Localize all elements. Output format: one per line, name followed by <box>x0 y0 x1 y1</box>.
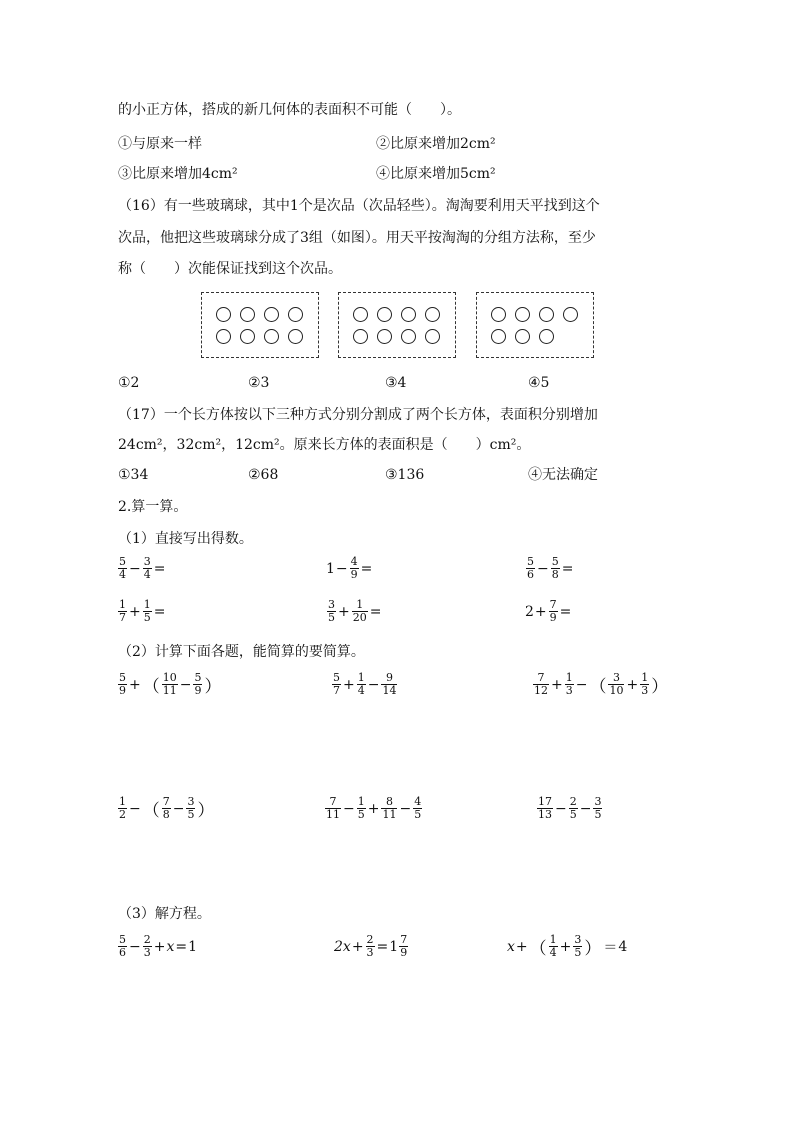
glass-ball <box>264 307 279 322</box>
equation-3: x + （ 1 4 + $\frac{3}{5}$ ） ＝ 4 <box>507 933 628 959</box>
fraction: 7 8 <box>162 795 170 821</box>
q16-option-3: ③4 <box>385 375 407 391</box>
fraction: 7 9 <box>400 933 408 959</box>
glass-ball <box>539 329 554 344</box>
glass-ball <box>425 329 440 344</box>
fraction: 3 10 <box>609 671 624 697</box>
equation-1: 5 6 − $\frac{2}{3}$ + x = 1 <box>119 933 198 959</box>
fraction: 1 4 <box>549 933 557 959</box>
glass-ball <box>264 329 279 344</box>
part-2-heading: （2）计算下面各题，能简算的要简算。 <box>118 644 365 660</box>
part-3-heading: （3）解方程。 <box>118 906 211 922</box>
calc-1-2: 1 − $\frac{4}{9}$ = <box>326 555 373 581</box>
q16-option-1: ①2 <box>118 375 140 391</box>
fraction: $\frac{1}{20}$ <box>352 598 367 624</box>
glass-ball <box>377 329 392 344</box>
calc-2-5: 7 11 − $\frac{1}{5}$ + $\frac{8}{11}$ − $\frac{4}{5}$ <box>326 795 422 821</box>
q15-option-3: ③比原来增加4cm² <box>118 166 238 182</box>
glass-ball <box>491 307 506 322</box>
fraction: $\frac{2}{5}$ <box>569 795 577 821</box>
q15-option-2: ②比原来增加2cm² <box>376 136 496 152</box>
glass-ball <box>563 307 578 322</box>
fraction: $\frac{5}{8}$ <box>551 555 559 581</box>
fraction: $\frac{3}{4}$ <box>143 555 151 581</box>
glass-ball <box>353 329 368 344</box>
glass-ball <box>515 307 530 322</box>
calc-2-1: 5 9 + （ 10 11 − $\frac{5}{9}$ ） <box>119 671 222 697</box>
calc-1-3: 5 6 − $\frac{5}{8}$ = <box>527 555 574 581</box>
fraction: $\frac{1}{4}$ <box>357 671 365 697</box>
fraction: $\frac{1}{5}$ <box>357 795 365 821</box>
fraction: $\frac{2}{3}$ <box>143 933 151 959</box>
ball-group-3 <box>476 292 594 358</box>
ball-group-2 <box>338 292 456 358</box>
q16-option-4: ④5 <box>528 375 550 391</box>
fraction: $\frac{2}{3}$ <box>366 933 374 959</box>
fraction: $\frac{3}{5}$ <box>594 795 602 821</box>
fraction: $\frac{4}{5}$ <box>414 795 422 821</box>
fraction: 5 6 <box>119 933 126 959</box>
equation-2: 2x + $\frac{2}{3}$ = 1 7 9 <box>334 933 408 959</box>
fraction: 10 11 <box>162 671 177 697</box>
glass-ball <box>491 329 506 344</box>
q15-option-4: ④比原来增加5cm² <box>376 166 496 182</box>
fraction: 5 7 <box>333 671 340 697</box>
fraction: $\frac{1}{5}$ <box>143 598 151 624</box>
calc-2-2: 5 7 + $\frac{1}{4}$ − $\frac{9}{14}$ <box>333 671 397 697</box>
glass-ball <box>288 307 303 322</box>
fraction: 5 4 <box>119 555 126 581</box>
glass-ball <box>515 329 530 344</box>
fraction: $\frac{7}{9}$ <box>549 598 557 624</box>
q15-option-1: ①与原来一样 <box>118 136 202 152</box>
fraction: $\frac{1}{3}$ <box>641 671 649 697</box>
part-1-heading: （1）直接写出得数。 <box>118 531 253 547</box>
glass-ball <box>240 329 255 344</box>
q16-option-2: ②3 <box>248 375 270 391</box>
glass-ball <box>216 329 231 344</box>
fraction: 1 7 <box>119 598 126 624</box>
q17-option-1: ①34 <box>118 467 149 483</box>
glass-ball <box>401 307 416 322</box>
calc-1-5: 3 5 + $\frac{1}{20}$ = <box>328 598 382 624</box>
fraction: $\frac{9}{14}$ <box>382 671 397 697</box>
calc-1-1: 5 4 − $\frac{3}{4}$ = <box>119 555 166 581</box>
fraction: $\frac{4}{9}$ <box>350 555 358 581</box>
fraction: 5 6 <box>527 555 534 581</box>
glass-ball <box>216 307 231 322</box>
q17-line-2: 24cm²，32cm²，12cm²。原来长方体的表面积是（ ）cm²。 <box>118 437 531 453</box>
fraction: $\frac{3}{5}$ <box>187 795 195 821</box>
glass-ball <box>401 329 416 344</box>
fraction: 7 11 <box>326 795 340 821</box>
glass-ball <box>288 329 303 344</box>
q16-line-3: 称（ ）次能保证找到这个次品。 <box>118 261 342 277</box>
calc-2-6: 17 13 − $\frac{2}{5}$ − $\frac{3}{5}$ <box>538 795 602 821</box>
calc-1-6: 2 + $\frac{7}{9}$ = <box>525 598 572 624</box>
fraction: 1 2 <box>119 795 126 821</box>
fraction: 7 12 <box>534 671 548 697</box>
q17-option-2: ②68 <box>248 467 279 483</box>
glass-ball <box>353 307 368 322</box>
q15-text: 的小正方体，搭成的新几何体的表面积不可能（ ）。 <box>118 102 461 118</box>
fraction: $\frac{5}{9}$ <box>194 671 202 697</box>
fraction: 3 5 <box>328 598 335 624</box>
fraction: $\frac{8}{11}$ <box>382 795 397 821</box>
fraction: $\frac{1}{3}$ <box>565 671 573 697</box>
glass-ball <box>539 307 554 322</box>
q16-line-1: （16）有一些玻璃球，其中1个是次品（次品轻些）。淘淘要利用天平找到这个 <box>118 198 600 214</box>
q17-line-1: （17）一个长方体按以下三种方式分别分割成了两个长方体，表面积分别增加 <box>118 407 598 423</box>
glass-ball <box>425 307 440 322</box>
fraction: $\frac{3}{5}$ <box>574 933 582 959</box>
fraction: 5 9 <box>119 671 126 697</box>
glass-ball <box>377 307 392 322</box>
section-2-title: 2.算一算。 <box>118 499 188 515</box>
glass-ball <box>240 307 255 322</box>
calc-2-3: 7 12 + $\frac{1}{3}$ − （ 3 10 + $\frac{1}{3}$ ） <box>534 671 669 697</box>
ball-group-1 <box>201 292 319 358</box>
calc-1-4: 1 7 + $\frac{1}{5}$ = <box>119 598 166 624</box>
fraction: 17 13 <box>538 795 552 821</box>
q16-line-2: 次品，他把这些玻璃球分成了3组（如图）。用天平按淘淘的分组方法称，至少 <box>118 230 596 246</box>
calc-2-4: 1 2 − （ 7 8 − $\frac{3}{5}$ ） <box>119 795 215 821</box>
q17-option-3: ③136 <box>385 467 425 483</box>
q17-option-4: ④无法确定 <box>528 467 598 483</box>
